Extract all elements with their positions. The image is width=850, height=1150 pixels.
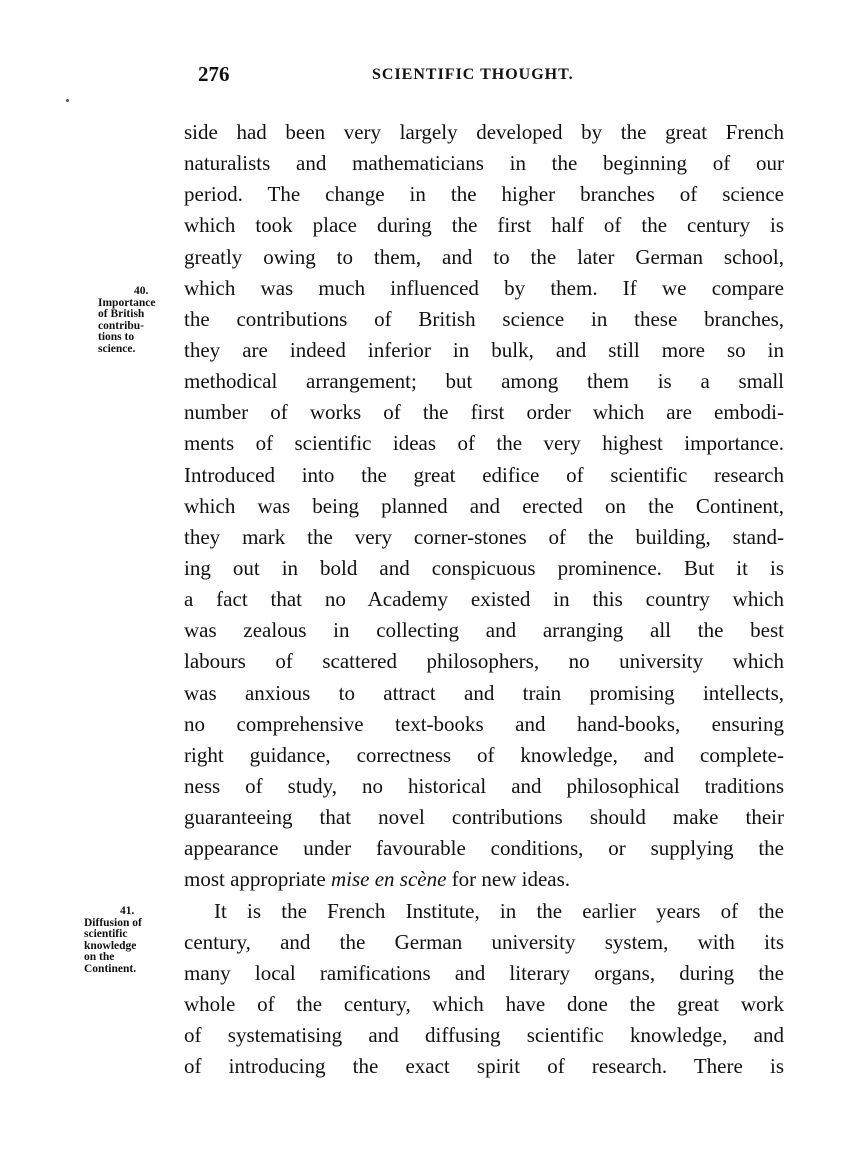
text-line: ments of scientific ideas of the very highest importance. — [184, 431, 784, 456]
page-number: 276 — [198, 62, 230, 86]
marginal-note-line: of British — [98, 308, 145, 321]
marginal-note-41 — [84, 906, 168, 976]
text-line: no comprehensive text-books and hand-books, ensuring — [184, 711, 784, 736]
text-line: they mark the very corner-stones of the building, stand- — [184, 524, 784, 549]
text-line: a fact that no Academy existed in this country which — [184, 587, 784, 612]
text-line: period. The change in the higher branches of science — [184, 182, 784, 207]
marginal-note-line: science. — [98, 342, 136, 355]
marginal-note-line: on the — [84, 951, 115, 964]
marginal-note-line: scientific — [84, 928, 128, 941]
marginal-note-line: knowledge — [84, 939, 137, 952]
text-line: which took place during the first half of the century is — [184, 213, 784, 238]
text-line: side had been very largely developed by the great French — [184, 120, 784, 144]
marginal-note-line: Continent. — [84, 962, 137, 975]
text-line: many local ramifications and literary organs, during the — [184, 960, 784, 985]
text-line: Introduced into the great edifice of scientific research — [184, 462, 784, 487]
text-line: was anxious to attract and train promising intellects, — [184, 680, 784, 705]
marginal-note-number: 41. — [120, 905, 135, 917]
marginal-note-line: tions to — [98, 331, 135, 344]
text-line: was zealous in collecting and arranging all the best — [184, 618, 784, 643]
text-line: naturalists and mathematicians in the beginning of our — [184, 151, 784, 176]
text-line: It is the French Institute, in the earlier years of the — [214, 898, 784, 923]
marginal-note-line: Diffusion of — [84, 916, 142, 929]
text-line: appearance under favourable conditions, or supplying the — [184, 836, 784, 861]
marginal-note-line: contribu- — [98, 319, 144, 332]
marginal-note-line: Importance — [98, 296, 156, 309]
text-line: which was much influenced by them. If we compare — [184, 275, 784, 300]
text-line: the contributions of British science in these branches, — [184, 306, 784, 331]
text-line: methodical arrangement; but among them is a small — [184, 369, 784, 394]
text-line: labours of scattered philosophers, no university which — [184, 649, 784, 674]
text-line: century, and the German university system, with its — [184, 929, 784, 954]
text-line: which was being planned and erected on the Continent, — [184, 493, 784, 518]
marginal-note-40 — [98, 286, 180, 356]
text-line-paragraph-end — [184, 864, 784, 895]
marginal-note-number: 40. — [134, 285, 149, 297]
text-run: most appropriate — [184, 867, 331, 892]
text-line: guaranteeing that novel contributions should make their — [184, 805, 784, 830]
body-text — [184, 117, 784, 1082]
text-line: of systematising and diffusing scientific knowledge, and — [184, 1023, 784, 1048]
text-run: for new ideas. — [446, 867, 571, 892]
text-line: number of works of the first order which are embodi- — [184, 400, 784, 425]
page-header — [0, 62, 850, 92]
text-line: ing out in bold and conspicuous prominence. But it is — [184, 555, 784, 580]
italic-phrase: mise en scène — [330, 867, 447, 892]
running-head: SCIENTIFIC THOUGHT. — [372, 66, 574, 83]
stray-mark — [66, 99, 69, 102]
text-line: they are indeed inferior in bulk, and still more so in — [184, 337, 784, 362]
text-line: right guidance, correctness of knowledge, and complete- — [184, 742, 784, 767]
text-line: ness of study, no historical and philosophical traditions — [184, 773, 784, 798]
text-line: whole of the century, which have done the great work — [184, 991, 784, 1016]
text-line: greatly owing to them, and to the later German school, — [184, 244, 784, 269]
text-line: of introducing the exact spirit of research. There is — [184, 1054, 784, 1079]
